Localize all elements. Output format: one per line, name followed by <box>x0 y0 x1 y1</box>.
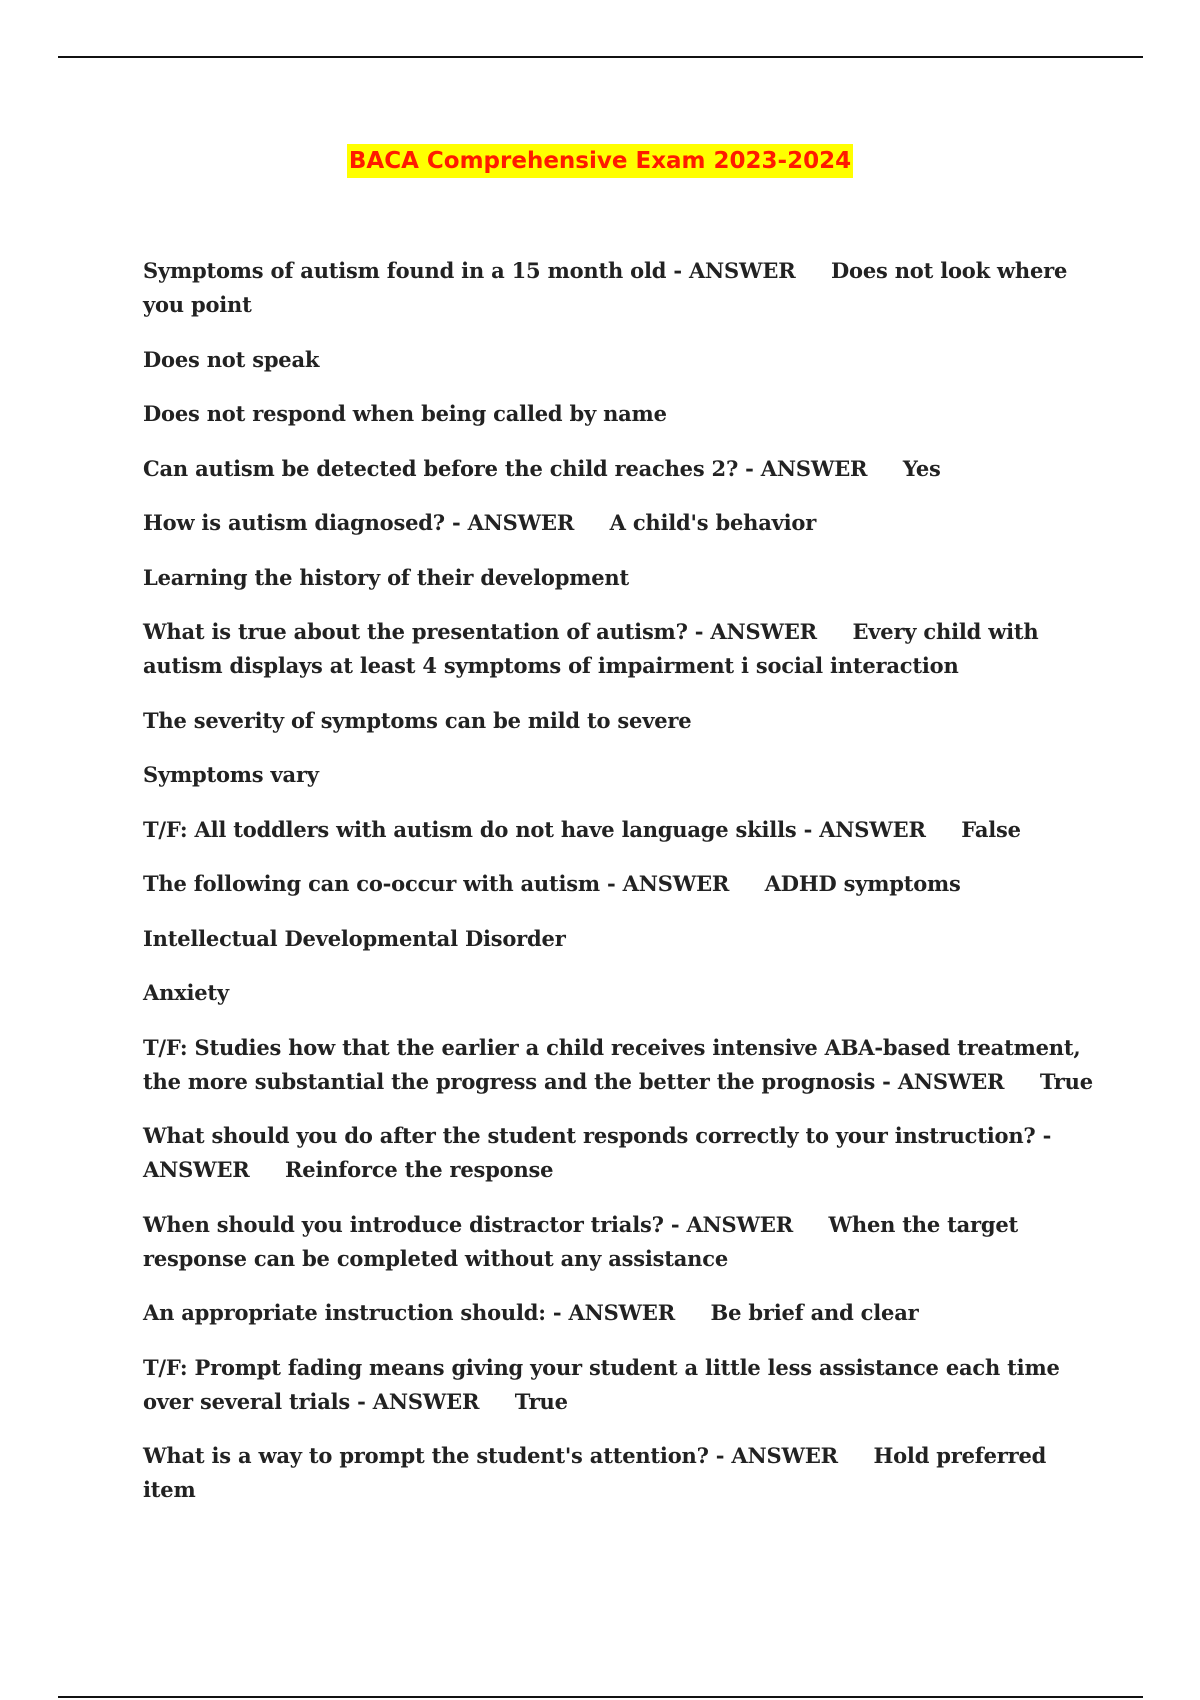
qa-paragraph: Does not speak <box>143 346 320 372</box>
document-body <box>143 254 1101 1528</box>
qa-paragraph: The following can co-occur with autism - ANSWER ADHD symptoms <box>143 871 961 896</box>
qa-paragraph: Anxiety <box>143 980 229 1005</box>
qa-paragraph: Learning the history of their development <box>143 564 629 590</box>
qa-paragraph: Can autism be detected before the child reaches 2? - ANSWER Yes <box>143 455 941 481</box>
title-wrap <box>0 144 1200 178</box>
qa-paragraph: When should you introduce distractor trials? - ANSWER When the target response can be completed without any assistance <box>143 1211 1026 1271</box>
qa-paragraph: Symptoms of autism found in a 15 month old - ANSWER Does not look where you point <box>143 258 1075 317</box>
qa-paragraph: T/F: Prompt fading means giving your student a little less assistance each time over several trials - ANSWER True <box>143 1354 1067 1414</box>
qa-paragraph: T/F: Studies how that the earlier a child receives intensive ABA-based treatment, the more substantial the progress and the better the prognosis - ANSWER True <box>143 1034 1093 1094</box>
qa-paragraph: Symptoms vary <box>143 762 319 787</box>
qa-paragraph: What should you do after the student responds correctly to your instruction? - ANSWER Reinforce the response <box>143 1123 1059 1182</box>
document-title: BACA Comprehensive Exam 2023-2024 <box>347 144 853 178</box>
top-rule <box>58 56 1143 58</box>
qa-paragraph: What is true about the presentation of autism? - ANSWER Every child with autism displays at least 4 symptoms of impairment i social interaction <box>143 619 1046 678</box>
qa-paragraph: T/F: All toddlers with autism do not have language skills - ANSWER False <box>143 816 1021 842</box>
bottom-rule <box>58 1696 1143 1698</box>
qa-paragraph: Intellectual Developmental Disorder <box>143 925 566 951</box>
qa-paragraph: An appropriate instruction should: - ANSWER Be brief and clear <box>143 1300 919 1325</box>
qa-paragraph: The severity of symptoms can be mild to severe <box>143 707 692 733</box>
qa-paragraph: Does not respond when being called by name <box>143 401 667 426</box>
qa-paragraph: How is autism diagnosed? - ANSWER A child's behavior <box>143 510 817 535</box>
qa-paragraph: What is a way to prompt the student's attention? - ANSWER Hold preferred item <box>143 1443 1054 1502</box>
